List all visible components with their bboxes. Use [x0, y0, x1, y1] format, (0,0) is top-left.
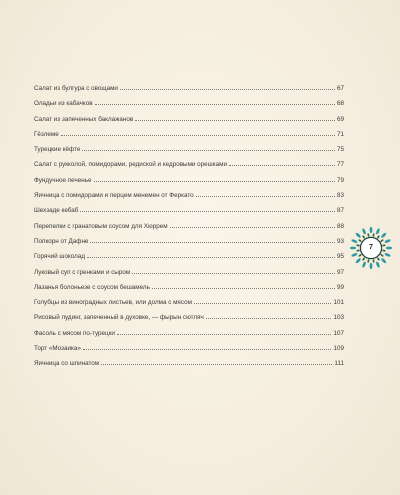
toc-leader-dots [95, 104, 335, 105]
toc-leader-dots [87, 257, 335, 258]
toc-entry[interactable] [34, 299, 344, 314]
toc-entry-page: 107 [333, 329, 344, 337]
toc-leader-dots [94, 181, 335, 182]
toc-entry-page: 97 [336, 268, 344, 276]
toc-entry-page: 109 [333, 345, 344, 353]
toc-entry-title: Торт «Мозаика» [34, 345, 81, 353]
toc-entry-page: 101 [333, 299, 344, 307]
toc-leader-dots [117, 334, 332, 335]
toc-leader-dots [196, 196, 335, 197]
toc-entry-page: 69 [336, 115, 344, 123]
toc-entry-title: Луковый суп с гренками и сыром [34, 268, 131, 276]
toc-entry-page: 87 [336, 207, 344, 215]
toc-leader-dots [90, 242, 335, 243]
toc-entry-page: 93 [336, 237, 344, 245]
toc-leader-dots [120, 89, 335, 90]
page-number-badge [349, 226, 393, 270]
toc-leader-dots [170, 227, 335, 228]
toc-entry-title: Салат с рукколой, помидорами, редиской и кедровыми орешками [34, 161, 227, 169]
toc-entry-page: 75 [336, 146, 344, 154]
toc-entry-title: Гёзлеме [34, 130, 59, 138]
toc-entry-title: Фундучное печенье [34, 176, 92, 184]
toc-entry-page: 111 [334, 360, 344, 368]
toc-entry[interactable] [34, 269, 344, 284]
toc-entry[interactable] [34, 177, 344, 192]
toc-leader-dots [152, 288, 335, 289]
toc-entry-page: 67 [336, 85, 344, 92]
toc-entry[interactable] [34, 207, 344, 222]
toc-entry-title: Яичница со шпинатом [34, 360, 100, 368]
toc-entry-page: 88 [336, 222, 344, 230]
toc-entry-page: 71 [336, 130, 344, 138]
toc-entry-title: Попкорн от Дафне [34, 237, 89, 245]
toc-entry-title: Салат из булгура с овощами [34, 85, 118, 92]
toc-entry[interactable] [34, 360, 344, 375]
toc-entry[interactable] [34, 116, 344, 131]
toc-entry[interactable] [34, 146, 344, 161]
toc-leader-dots [135, 120, 335, 121]
toc-entry-title: Лазанья болоньезе с соусом бешамель [34, 283, 150, 291]
toc-entry[interactable] [34, 100, 344, 115]
toc-leader-dots [206, 318, 332, 319]
toc-leader-dots [83, 349, 332, 350]
toc-entry-page: 103 [333, 314, 344, 322]
toc-entry-title: Салат из запеченных баклажанов [34, 115, 134, 123]
toc-entry-title: Яичница с помидорами и перцем менемен от Феркато [34, 192, 194, 200]
toc-entry-page: 79 [336, 176, 344, 184]
toc-entry-page: 68 [336, 100, 344, 108]
toc-leader-dots [132, 273, 335, 274]
toc-entry-page: 95 [336, 253, 344, 261]
toc-leader-dots [229, 165, 335, 166]
toc-leader-dots [80, 211, 335, 212]
toc-entry[interactable] [34, 131, 344, 146]
toc-entry-title: Горячий шоколад [34, 253, 85, 261]
toc-entry[interactable] [34, 192, 344, 207]
toc-entry[interactable] [34, 161, 344, 176]
toc-entry[interactable] [34, 238, 344, 253]
toc-leader-dots [61, 135, 335, 136]
toc-entry-title: Турецкие кёфте [34, 146, 81, 154]
toc-entry-page: 77 [336, 161, 344, 169]
toc-entry[interactable] [34, 345, 344, 360]
toc-entry[interactable] [34, 330, 344, 345]
table-of-contents [34, 85, 344, 376]
toc-entry[interactable] [34, 223, 344, 238]
toc-entry-title: Перепелки с гранатовым соусом для Хюррем [34, 222, 168, 230]
toc-entry-title: Рисовый пудинг, запеченный в духовке, — фырын сютляч [34, 314, 204, 322]
toc-entry-title: Голубцы из виноградных листьев, или долма с мясом [34, 299, 192, 307]
toc-leader-dots [82, 150, 335, 151]
toc-entry[interactable] [34, 284, 344, 299]
toc-leader-dots [101, 364, 332, 365]
toc-entry[interactable] [34, 85, 344, 100]
toc-entry-page: 99 [336, 283, 344, 291]
page-number: 7 [369, 244, 373, 251]
toc-entry-page: 83 [336, 192, 344, 200]
toc-entry-title: Шехзаде кебаб [34, 207, 79, 215]
toc-leader-dots [194, 303, 332, 304]
toc-entry-title: Оладьи из кабачков [34, 100, 93, 108]
toc-entry-title: Фасоль с мясом по-турецки [34, 329, 115, 337]
toc-entry[interactable] [34, 253, 344, 268]
toc-entry[interactable] [34, 314, 344, 329]
